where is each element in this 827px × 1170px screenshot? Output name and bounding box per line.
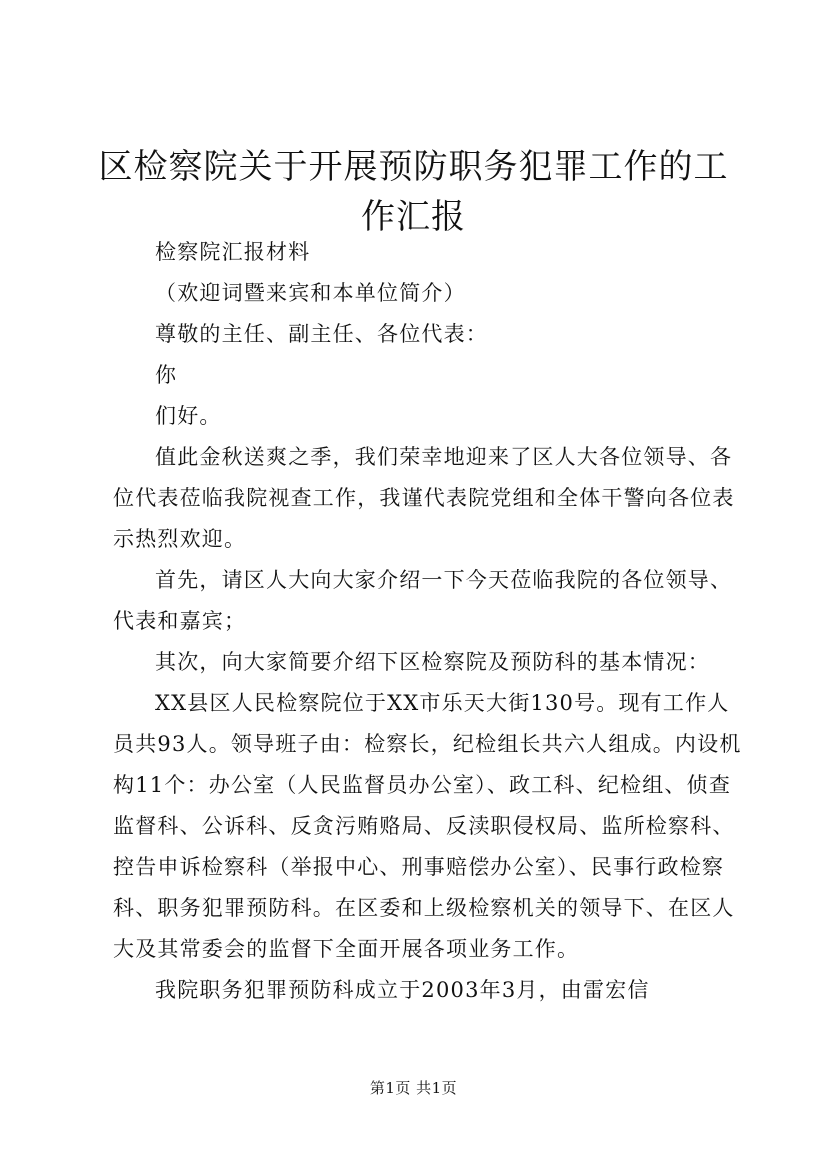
- paragraph-report-heading: 检察院汇报材料: [155, 240, 311, 264]
- paragraph-introduction: 首先，请区人大向大家介绍一下今天莅临我院的各位领导、代表和嘉宾；: [113, 568, 733, 633]
- page-footer: 第1页 共1页: [369, 1079, 458, 1097]
- document-title: 区检察院关于开展预防职务犯罪工作的工作汇报: [98, 147, 729, 237]
- paragraph-greeting-part-2: 们好。: [155, 404, 222, 428]
- paragraph-salutation: 尊敬的主任、副主任、各位代表：: [155, 322, 488, 346]
- paragraph-office-details: XX县区人民检察院位于XX市乐天大街130号。现有工作人员共93人。领导班子由：检察长，纪检组长共六人组成。内设机构11个：办公室（人民监督员办公室）、政工科、纪检组、侦查监督科、公诉科、反贪污贿赂局、反渎职侵权局、监所检察科、控告申诉检察科（举报中心、刑事赔偿办公室）、民事行政检察科、职务犯罪预防科。在区委和上级检察机关的领导下、在区人大及其常委会的监督下全面开展各项业务工作。: [113, 691, 742, 961]
- paragraph-prevention-department: 我院职务犯罪预防科成立于2003年3月，由雷宏信: [155, 978, 650, 1002]
- paragraph-welcome: 值此金秋送爽之季，我们荣幸地迎来了区人大各位领导、各位代表莅临我院视查工作，我谨代表院党组和全体干警向各位表示热烈欢迎。: [113, 445, 735, 551]
- paragraph-overview-lead: 其次，向大家简要介绍下区检察院及预防科的基本情况：: [155, 650, 710, 674]
- paragraph-greeting-part-1: 你: [155, 363, 178, 387]
- document-body: [113, 232, 743, 1011]
- paragraph-subtitle: （欢迎词暨来宾和本单位简介）: [155, 281, 466, 305]
